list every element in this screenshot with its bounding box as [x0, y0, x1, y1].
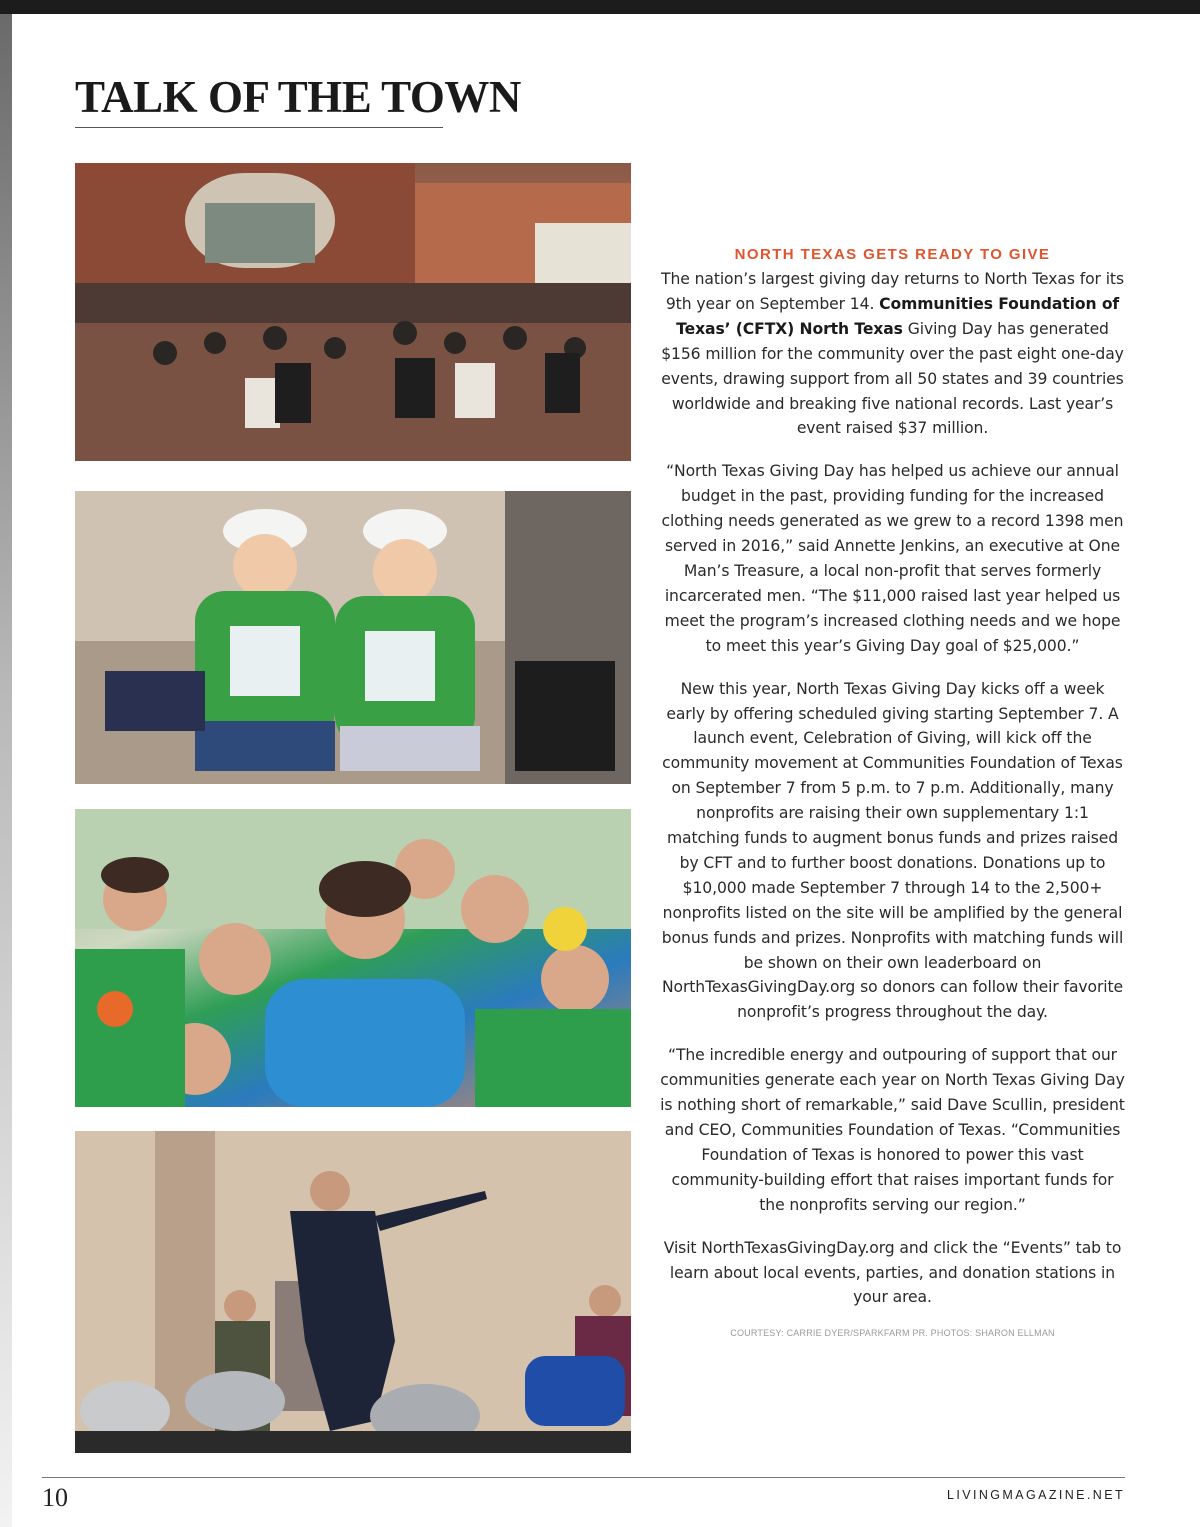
- top-bar: [0, 0, 1200, 14]
- page-number: 10: [42, 1483, 68, 1512]
- paragraph-1-bold: Communities Foundation of Texas’ (CFTX) North Texas: [676, 294, 1120, 338]
- article-paragraph-2: “North Texas Giving Day has helped us achieve our annual budget in the past, providing funding for the increased clothing needs generated as we grew to a record 1398 men served in 2016,” said Annette Jenkins, an executive at One Man’s Treasure, a local non-profit that serves formerly incarcerated men. “The $11,000 raised last year helped us meet the program’s increased clothing needs and we hope to meet this year’s Giving Day goal of $25,000.”: [661, 462, 1124, 655]
- photo-children-group: [75, 809, 631, 1107]
- photo-kids-giving-day-shirts: [75, 491, 631, 784]
- article-paragraph-1: [660, 267, 1125, 441]
- page-edge-shadow: [0, 14, 12, 1527]
- article: [660, 245, 1125, 1338]
- section-title: TALK OF THE TOWN: [75, 70, 443, 128]
- photo-crowd-plaza: [75, 163, 631, 461]
- paragraph-1-start: The nation’s largest giving day returns to North Texas for its 9th year on September 14.: [661, 270, 1124, 313]
- site-name: LIVINGMAGAZINE.NET: [947, 1488, 1125, 1502]
- footer-divider: [42, 1477, 1125, 1478]
- photo-drum-performers: [75, 1131, 631, 1453]
- article-paragraph-5: Visit NorthTexasGivingDay.org and click the “Events” tab to learn about local events, parties, and donation stations in your area.: [663, 1238, 1122, 1307]
- paragraph-1-end: Giving Day has generated $156 million for the community over the past eight one-day events, drawing support from all 50 states and 39 countries worldwide and breaking five national records. Last year’s event raised $37 million.: [661, 319, 1124, 438]
- article-paragraph-4: “The incredible energy and outpouring of support that our communities generate each year on North Texas Giving Day is nothing short of remarkable,” said Dave Scullin, president and CEO, Communities Foundation of Texas. “Communities Foundation of Texas is honored to power this vast community-building effort that raises important funds for the nonprofits serving our region.”: [660, 1046, 1125, 1214]
- article-headline: NORTH TEXAS GETS READY TO GIVE: [734, 246, 1051, 263]
- photo-credit: COURTESY: CARRIE DYER/SPARKFARM PR. PHOTOS: SHARON ELLMAN: [730, 1328, 1055, 1339]
- article-paragraph-3: New this year, North Texas Giving Day kicks off a week early by offering scheduled giving starting September 7. A launch event, Celebration of Giving, will kick off the community movement at Communities Foundation of Texas on September 7 from 5 p.m. to 7 p.m. Additionally, many nonprofits are raising their own supplementary 1:1 matching funds to augment bonus funds and prizes raised by CFT and to further boost donations. Donations up to $10,000 made September 7 through 14 to the 2,500+ nonprofits listed on the site will be amplified by the general bonus funds and prizes. Nonprofits with matching funds will be shown on their own leaderboard on NorthTexasGivingDay.org so donors can follow their favorite nonprofit’s progress throughout the day.: [661, 679, 1124, 1022]
